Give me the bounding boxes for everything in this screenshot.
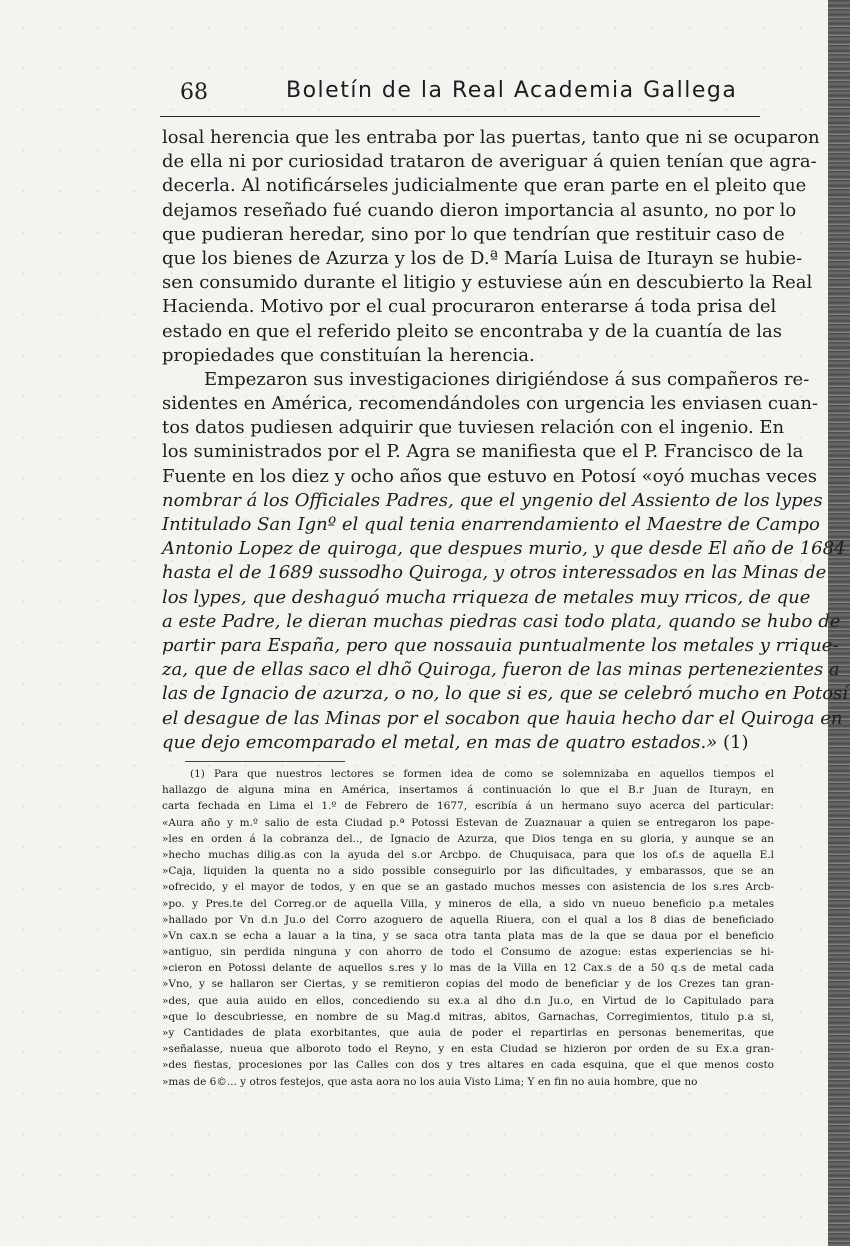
body-line — [162, 126, 820, 150]
body-line-text: a este Padre, le dieran muchas piedras casi todo plata, quando se hubo de — [162, 610, 841, 632]
main-text — [162, 126, 849, 755]
body-line — [162, 223, 785, 247]
running-title: Boletín de la Real Academia Gallega — [286, 78, 738, 103]
body-line-text: los suministrados por el P. Agra se manifiesta que el P. Francisco de la — [162, 441, 804, 463]
page-header — [160, 76, 760, 117]
page-number: 68 — [180, 80, 208, 105]
body-line — [162, 392, 819, 416]
body-line-text: propiedades que constituían la herencia. — [162, 344, 535, 366]
body-line-text: que dejo emcomparado el metal, en mas de quatro estados.» — [162, 731, 723, 753]
body-line-text: decerla. Al notificárseles judicialmente que eran parte en el pleito que — [162, 175, 807, 197]
footnote-line: »que lo descubriesse, en nombre de su Mag.d mitras, abitos, Garnachas, Corregimientos, titulo p.a si, — [162, 1010, 774, 1023]
body-line — [162, 513, 820, 537]
footnote-line: hallazgo de alguna mina en América, insertamos á continuación lo que el B.r Juan de Iturayn, en — [162, 784, 774, 797]
body-line-text: el desague de las Minas por el socabon que hauia hecho dar el Quiroga en — [162, 707, 843, 729]
footnote-line: »Vn cax.n se echa a lauar a la tina, y se saca otra tanta plata mas de la que se daua por el beneficio — [162, 929, 774, 942]
body-line — [162, 199, 797, 223]
footnote-divider — [185, 761, 345, 762]
footnote-line: »ofrecido, y el mayor de todos, y en que se an gastado muchos messes con asistencia de los s.res Arcb- — [162, 881, 774, 894]
footnote-line: «Aura año y m.º salio de esta Ciudad p.ª Potossi Estevan de Zuaznauar a quien se entregaron los pape- — [162, 816, 774, 829]
body-line-text: dejamos reseñado fué cuando dieron importancia al asunto, no por lo — [162, 199, 797, 221]
footnote-line: »señalasse, nueua que alboroto todo el Reyno, y en esta Ciudad se hizieron por orden de su Ex.a gran- — [162, 1043, 774, 1056]
body-line-text: nombrar á los Officiales Padres, que el yngenio del Assiento de los lypes — [162, 489, 823, 511]
body-line-text: Empezaron sus investigaciones dirigiéndose á sus compañeros re- — [204, 368, 810, 390]
footnote-line: (1) Para que nuestros lectores se formen idea de como se solemnizaba en aquellos tiempos el — [190, 768, 774, 780]
body-line-text: Antonio Lopez de quiroga, que despues murio, y que desde El año de 1684 — [162, 538, 846, 560]
body-line-text: Intitulado San Ignº el qual tenia enarrendamiento el Maestre de Campo — [162, 514, 820, 535]
footnote-reference: (1) — [722, 731, 749, 753]
footnote-line: »des fiestas, procesiones por las Calles con dos y tres altares en cada esquina, que el que menos costo — [162, 1059, 774, 1072]
footnote-line: »Caja, liquiden la quenta no a sido possible conseguirlo por las dificultades, y embarassos, que se an — [162, 865, 774, 878]
footnote-line: »po. y Pres.te del Correg.or de aquella Villa, y mineros de ella, a sido vn nueuo beneficio p.a metales — [162, 897, 774, 910]
body-line — [162, 731, 760, 755]
body-line — [162, 610, 841, 634]
body-line-text: tos datos pudiesen adquirir que tuviesen relación con el ingenio. En — [162, 417, 785, 439]
body-line — [162, 465, 817, 489]
body-line — [162, 368, 810, 392]
body-line — [162, 561, 827, 585]
body-line-text: partir para España, pero que nossauia puntualmente los metales y rrique- — [162, 634, 839, 656]
body-line-text: Hacienda. Motivo por el cual procuraron enterarse á toda prisa del — [162, 296, 777, 318]
body-line-text: las de Ignacio de azurza, o no, lo que si es, que se celebró mucho en Potosí — [162, 683, 849, 705]
body-line-text: losal herencia que les entraba por las puertas, tanto que ni se ocuparon — [162, 127, 820, 148]
footnote-line: »des, que auia auido en ellos, concediendo su ex.a al dho d.n Ju.o, en Virtud de lo Capitulado para — [162, 994, 774, 1007]
footnote-line: »hallado por Vn d.n Ju.o del Corro azoguero de aquella Riuera, con el qual a los 8 dias de beneficiado — [162, 913, 774, 926]
body-line — [162, 440, 804, 464]
body-line-text: sidentes en América, recomendándoles con urgencia les enviasen cuan- — [162, 393, 819, 415]
body-line-text: de ella ni por curiosidad trataron de averiguar á quien tenían que agra- — [162, 151, 817, 173]
body-line — [162, 658, 840, 682]
body-line-text: sen consumido durante el litigio y estuviese aún en descubierto la Real — [162, 272, 813, 294]
footnote-line: »cieron en Potossi delante de aquellos s.res y lo mas de la Villa en 12 Cax.s de a 50 q.s de metal cada — [162, 962, 774, 975]
body-line — [162, 537, 846, 561]
body-line — [162, 344, 760, 368]
body-line — [162, 295, 777, 319]
body-line-text: hasta el de 1689 sussodho Quiroga, y otros interessados en las Minas de — [162, 562, 827, 584]
body-line — [162, 174, 807, 198]
body-line — [162, 271, 813, 295]
body-line-text: estado en que el referido pleito se encontraba y de la cuantía de las — [162, 320, 782, 342]
footnote-line: »Vno, y se hallaron ser Ciertas, y se remitieron copias del modo de beneficiar y de los Crezes tan gran- — [162, 978, 774, 991]
body-line-text: que los bienes de Azurza y los de D.ª María Luisa de Iturayn se hubie- — [162, 247, 803, 269]
footnote-line: »y Cantidades de plata exorbitantes, que auia de poder el repartirlas en personas benemeritas, que — [162, 1027, 774, 1039]
footnote-line: »hecho muchas dilig.as con la ayuda del s.or Arcbpo. de Chuquisaca, para que los of.s de aquella E.l — [162, 848, 774, 861]
body-line — [162, 320, 782, 344]
body-line — [162, 634, 839, 658]
body-line-text: los lypes, que deshaguó mucha rriqueza de metales muy rricos, de que — [162, 586, 811, 608]
footnote-line: »les en orden á la cobranza del.., de Ignacio de Azurza, que Dios tenga en su gloria, y aunque se an — [162, 832, 774, 845]
body-line — [162, 682, 849, 706]
body-line — [162, 150, 817, 174]
footnote-line: »mas de 6©... y otros festejos, que asta aora no los auia Visto Lima; Y en fin no auia hombre, que no — [162, 1075, 698, 1088]
footnotes — [162, 766, 774, 1090]
body-line-text: za, que de ellas saco el dhõ Quiroga, fueron de las minas pertenezientes a — [162, 659, 840, 681]
body-line — [162, 416, 785, 440]
body-line — [162, 586, 811, 610]
footnote-line: »antiguo, sin perdida ninguna y con ahorro de todo el Consumo de azogue: estas experiencias se hi- — [162, 946, 774, 959]
body-line — [162, 707, 843, 731]
body-line-text: que pudieran heredar, sino por lo que tendrían que restituir caso de — [162, 223, 785, 245]
body-line — [162, 489, 823, 513]
body-line — [162, 247, 803, 271]
body-line-text: Fuente en los diez y ocho años que estuvo en Potosí «oyó muchas veces — [162, 465, 817, 487]
footnote-line: carta fechada en Lima el 1.º de Febrero de 1677, escribía á un hermano suyo acerca del particular: — [162, 800, 774, 813]
